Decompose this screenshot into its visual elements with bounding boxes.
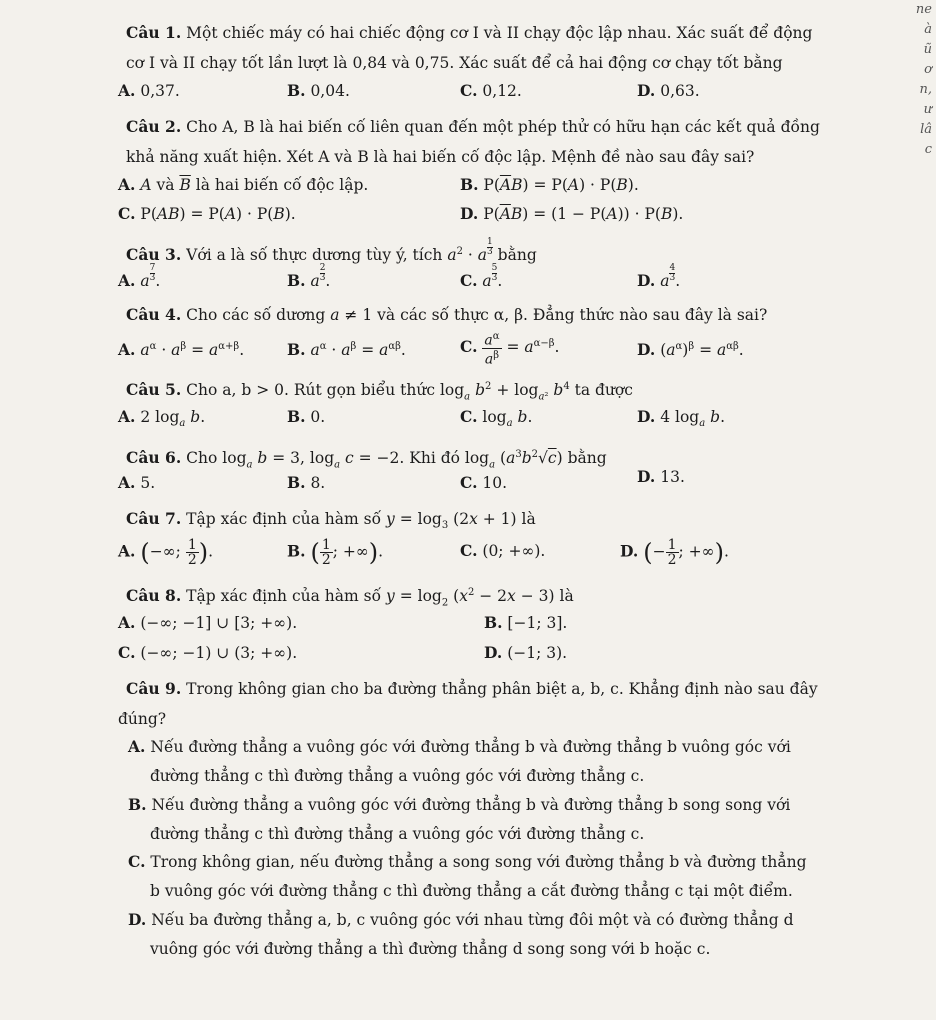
q2-option-d: D. $P(\overline{A}B) = (1 - P(A)) \cdot P(B)$. bbox=[460, 204, 684, 223]
q1-option-a: A. 0,37. bbox=[118, 81, 180, 100]
q8-option-b: B. [−1; 3]. bbox=[484, 613, 568, 632]
q2-option-a: A. A và $\overline{B}$ là hai biến cố độc lập. bbox=[118, 175, 369, 194]
q8-option-c: C. (−∞; −1) ∪ (3; +∞). bbox=[118, 643, 298, 662]
q9-option-a-line1: A. Nếu đường thẳng a vuông góc với đường thẳng b và đường thẳng b vuông góc với bbox=[128, 737, 791, 756]
q6-option-a: A. 5. bbox=[118, 473, 156, 492]
q2-line2: khả năng xuất hiện. Xét A và B là hai biến cố độc lập. Mệnh đề nào sau đây sai? bbox=[126, 148, 755, 166]
q5-option-b: B. 0. bbox=[287, 407, 326, 426]
q5-option-c: C. $\log_a b$. bbox=[460, 407, 533, 430]
q7-option-b: B. ( $\frac{1}{2}$ ; +∞). bbox=[287, 537, 384, 568]
margin-fragments: ne à ũ ơ n, ư lâ c bbox=[915, 2, 932, 157]
q2-option-c: C. P(AB) = P(A) · P(B). bbox=[118, 204, 296, 223]
q5-option-d: D. 4 $\log_a b$. bbox=[637, 407, 726, 430]
q3-option-c: C. a $\frac{5}{3}$ . bbox=[460, 263, 503, 291]
q9-option-d-line2: vuông góc với đường thẳng a thì đường thẳng d song song với b hoặc c. bbox=[150, 940, 711, 958]
q6-option-c: C. 10. bbox=[460, 473, 508, 492]
q8-stem: Câu 8. Tập xác định của hàm số $y = \log_2 (x^2 - 2x - 3)$ là bbox=[126, 586, 574, 609]
q6-option-d: D. 13. bbox=[637, 467, 685, 486]
q4-option-b: B. $a^\alpha \cdot a^\beta = a^{\alpha\beta}$. bbox=[287, 340, 406, 360]
q1-line1: Câu 1. Một chiếc máy có hai chiếc động cơ I và II chạy độc lập nhau. Xác suất để động bbox=[126, 23, 813, 42]
q4-option-c: C. $\frac{a^\alpha}{a^\beta}$ = $a^{\alpha-\beta}$. bbox=[460, 331, 560, 368]
q7-option-a: A. (−∞; $\frac{1}{2}$ ). bbox=[118, 537, 214, 568]
q5-option-a: A. 2 $\log_a b$. bbox=[118, 407, 206, 430]
q6-stem: Câu 6. Cho $\log_a b = 3$, $\log_a c = -2$. Khi đó $\log_a (a^3b^2√c)$ bằng bbox=[126, 448, 607, 471]
q9-option-a-line2: đường thẳng c thì đường thẳng a vuông góc với đường thẳng c. bbox=[150, 767, 645, 785]
q5-stem: Câu 5. Cho a, b > 0. Rút gọn biểu thức $\log_a b^2 + \log_{a^2} b^4$ ta được bbox=[126, 380, 633, 403]
q7-option-d: D. (− $\frac{1}{2}$ ; +∞). bbox=[620, 537, 729, 568]
q4-stem: Câu 4. Cho các số dương a ≠ 1 và các số thực α, β. Đẳng thức nào sau đây là sai? bbox=[126, 305, 768, 324]
q9-option-c-line1: C. Trong không gian, nếu đường thẳng a song song với đường thẳng b và đường thẳng bbox=[128, 852, 807, 871]
q8-option-a: A. (−∞; −1] ∪ [3; +∞). bbox=[118, 613, 298, 632]
q9-option-b-line2: đường thẳng c thì đường thẳng a vuông góc với đường thẳng c. bbox=[150, 825, 645, 843]
q3-option-a: A. a $\frac{7}{3}$ . bbox=[118, 263, 161, 291]
q1-option-c: C. 0,12. bbox=[460, 81, 522, 100]
q1-line2: cơ I và II chạy tốt lần lượt là 0,84 và 0,75. Xác suất để cả hai động cơ chạy tốt bằng bbox=[126, 54, 783, 72]
q9-option-c-line2: b vuông góc với đường thẳng c thì đường thẳng a cắt đường thẳng c tại một điểm. bbox=[150, 882, 793, 900]
q3-stem: Câu 3. Với a là số thực dương tùy ý, tích $a^2 \cdot a$ $\frac{1}{3}$ bằng bbox=[126, 237, 537, 265]
q8-option-d: D. (−1; 3). bbox=[484, 643, 568, 662]
q3-option-b: B. a $\frac{2}{3}$ . bbox=[287, 263, 331, 291]
q7-option-c: C. (0; +∞). bbox=[460, 541, 546, 560]
q1-option-b: B. 0,04. bbox=[287, 81, 350, 100]
q2-option-b: B. $P(\overline{A}B) = P(A) \cdot P(B)$. bbox=[460, 175, 639, 194]
q4-option-a: A. $a^\alpha \cdot a^\beta = a^{\alpha+\beta}$. bbox=[118, 340, 245, 360]
q3-option-d: D. a $\frac{4}{3}$ . bbox=[637, 263, 681, 291]
q9-option-d-line1: D. Nếu ba đường thẳng a, b, c vuông góc với nhau từng đôi một và có đường thẳng d bbox=[128, 910, 794, 929]
q4-option-d: D. $(a^\alpha)^\beta = a^{\alpha\beta}$. bbox=[637, 340, 744, 360]
q9-line2: đúng? bbox=[118, 710, 167, 728]
q7-stem: Câu 7. Tập xác định của hàm số $y = \log_3 (2x + 1)$ là bbox=[126, 509, 536, 532]
q9-line1: Câu 9. Trong không gian cho ba đường thẳng phân biệt a, b, c. Khẳng định nào sau đây bbox=[126, 679, 818, 698]
q2-line1: Câu 2. Cho A, B là hai biến cố liên quan đến một phép thử có hữu hạn các kết quả đồng bbox=[126, 117, 820, 136]
q6-option-b: B. 8. bbox=[287, 473, 326, 492]
q9-option-b-line1: B. Nếu đường thẳng a vuông góc với đường thẳng b và đường thẳng b song song với bbox=[128, 795, 791, 814]
q1-option-d: D. 0,63. bbox=[637, 81, 700, 100]
